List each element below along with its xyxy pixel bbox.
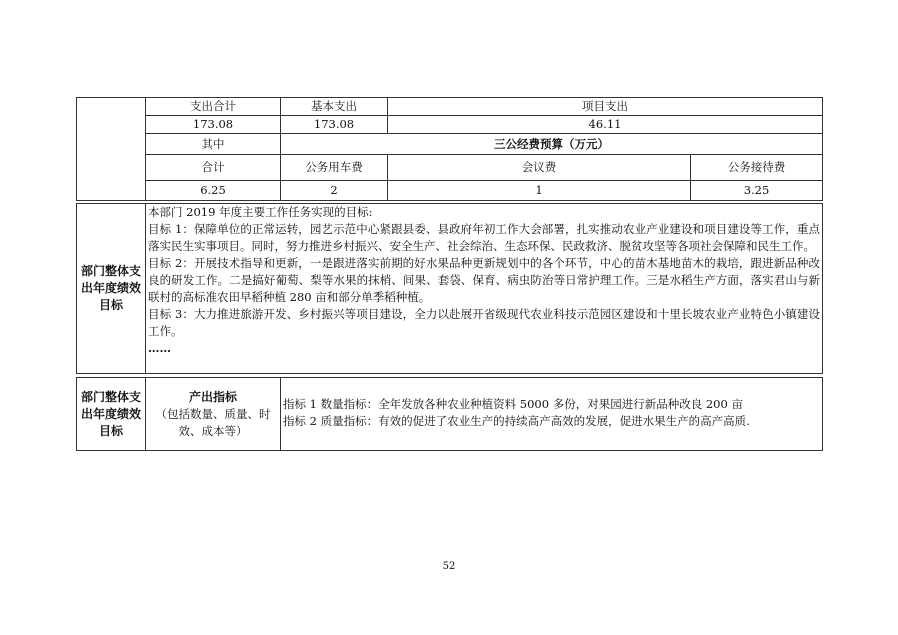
output-indicator-cell <box>146 378 281 451</box>
value-reception-fee: 3.25 <box>691 181 823 201</box>
budget-left-blank <box>77 98 146 201</box>
value-meeting-fee: 1 <box>388 181 691 201</box>
among-label: 其中 <box>146 134 281 155</box>
header-basic-expense: 基本支出 <box>281 98 388 116</box>
output-label: 部门整体支出年度绩效目标 <box>77 378 146 451</box>
targets-content <box>146 204 823 374</box>
header-meeting-fee: 会议费 <box>388 155 691 181</box>
value-sum: 6.25 <box>146 181 281 201</box>
header-sum: 合计 <box>146 155 281 181</box>
header-project-expense: 项目支出 <box>388 98 823 116</box>
header-car-fee: 公务用车费 <box>281 155 388 181</box>
header-total-expense: 支出合计 <box>146 98 281 116</box>
output-indicator-title: 产出指标 <box>188 389 237 404</box>
budget-table <box>76 97 823 201</box>
page-number: 52 <box>442 561 456 572</box>
targets-table <box>76 203 823 374</box>
header-reception-fee: 公务接待费 <box>691 155 823 181</box>
three-public-title: 三公经费预算（万元） <box>281 134 823 155</box>
goal-3: 目标 3：大力推进旅游开发、乡村振兴等项目建设，全力以赴展开省级现代农业科技示范园区建设和十里长坡农业产业特色小镇建设工作。 <box>148 307 820 338</box>
output-indicators <box>281 378 823 451</box>
targets-ellipsis: …… <box>148 341 171 355</box>
indicator-2: 指标 2 质量指标：有效的促进了农业生产的持续高产高效的发展，促进水果生产的高产高质. <box>283 414 750 428</box>
value-basic-expense: 173.08 <box>281 116 388 134</box>
value-project-expense: 46.11 <box>388 116 823 134</box>
goal-1: 目标 1：保障单位的正常运转，园艺示范中心紧跟县委、县政府年初工作大会部署，扎实推动农业产业建设和项目建设等工作，重点落实民生实事项目。同时，努力推进乡村振兴、安全生产、社会综治、生态环保、民政救济、脱贫攻坚等各项社会保障和民生工作。 <box>148 222 820 253</box>
goal-2: 目标 2：开展技术指导和更新，一是跟进落实前期的好水果品种更新规划中的各个环节，中心的苗木基地苗木的栽培，跟进新品种改良的研发工作。二是搞好葡萄、梨等水果的抹梢、间果、套袋、保育、病虫防治等日常护理工作。三是水稻生产方面，落实君山与新联村的高标准农田早稻种植 280 亩和部分单季稻种植。 <box>148 256 820 304</box>
value-total-expense: 173.08 <box>146 116 281 134</box>
indicator-1: 指标 1 数量指标：全年发放各种农业种植资料 5000 多份，对果园进行新品种改良 200 亩 <box>283 397 743 411</box>
output-indicator-sub: （包括数量、质量、时效、成本等） <box>155 406 271 438</box>
targets-label: 部门整体支出年度绩效目标 <box>77 204 146 374</box>
targets-intro: 本部门 2019 年度主要工作任务实现的目标: <box>148 205 373 219</box>
output-table <box>76 377 823 451</box>
value-car-fee: 2 <box>281 181 388 201</box>
